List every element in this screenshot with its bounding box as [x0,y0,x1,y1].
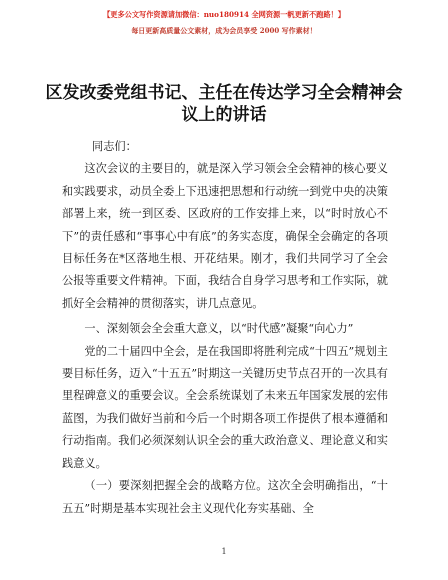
watermark-banner [0,8,448,37]
document-title: 区发改委党组书记、主任在传达学习全会精神会议上的讲话 [45,83,403,125]
banner-line-1: 【更多公文写作资源请加微信：nuo180914 全网资源一帆更新不跑路！】 [103,10,345,19]
greeting: 同志们： [92,140,137,153]
paragraph-significance: 党的二十届四中全会，是在我国即将胜利完成“十四五”规划主要目标任务，迈入“十五五”时期这一关键历史节点召开的一次具有里程碑意义的重要会议。全会系统谋划了未来五年国家发展的宏伟蓝图，为我们做好当前和今后一个时期各项工作提供了根本遵循和行动指南。我们必须深刻认识全会的重大政治意义、理论意义和实践意义。 [62,344,388,470]
page-number: 1 [221,547,227,556]
section-heading-1: 一、深刻领会全会重大意义，以“时代感”凝聚“向心力” [84,322,354,336]
document-body [62,136,388,520]
paragraph-intro: 这次会议的主要目的，就是深入学习领会全会精神的核心要义和实践要求，动员全委上下迅速把思想和行动统一到党中央的决策部署上来，统一到区委、区政府的工作安排上来，以“时时放心不下”的责任感和“事事心中有底”的务实态度，确保全会确定的各项目标任务在*区落地生根、开花结果。刚才，我们共同学习了全会公报等重要文件精神。下面，我结合自身学习思考和工作实际，就抓好全会精神的贯彻落实，讲几点意见。 [62,162,388,310]
paragraph-strategic-position: （一）要深刻把握全会的战略方位。这次全会明确指出，“十五五”时期是基本实现社会主义现代化夯实基础、全 [62,479,388,515]
banner-line-2: 每日更新高质量公文素材，成为会员享受 2000 写作素材！ [131,26,317,35]
